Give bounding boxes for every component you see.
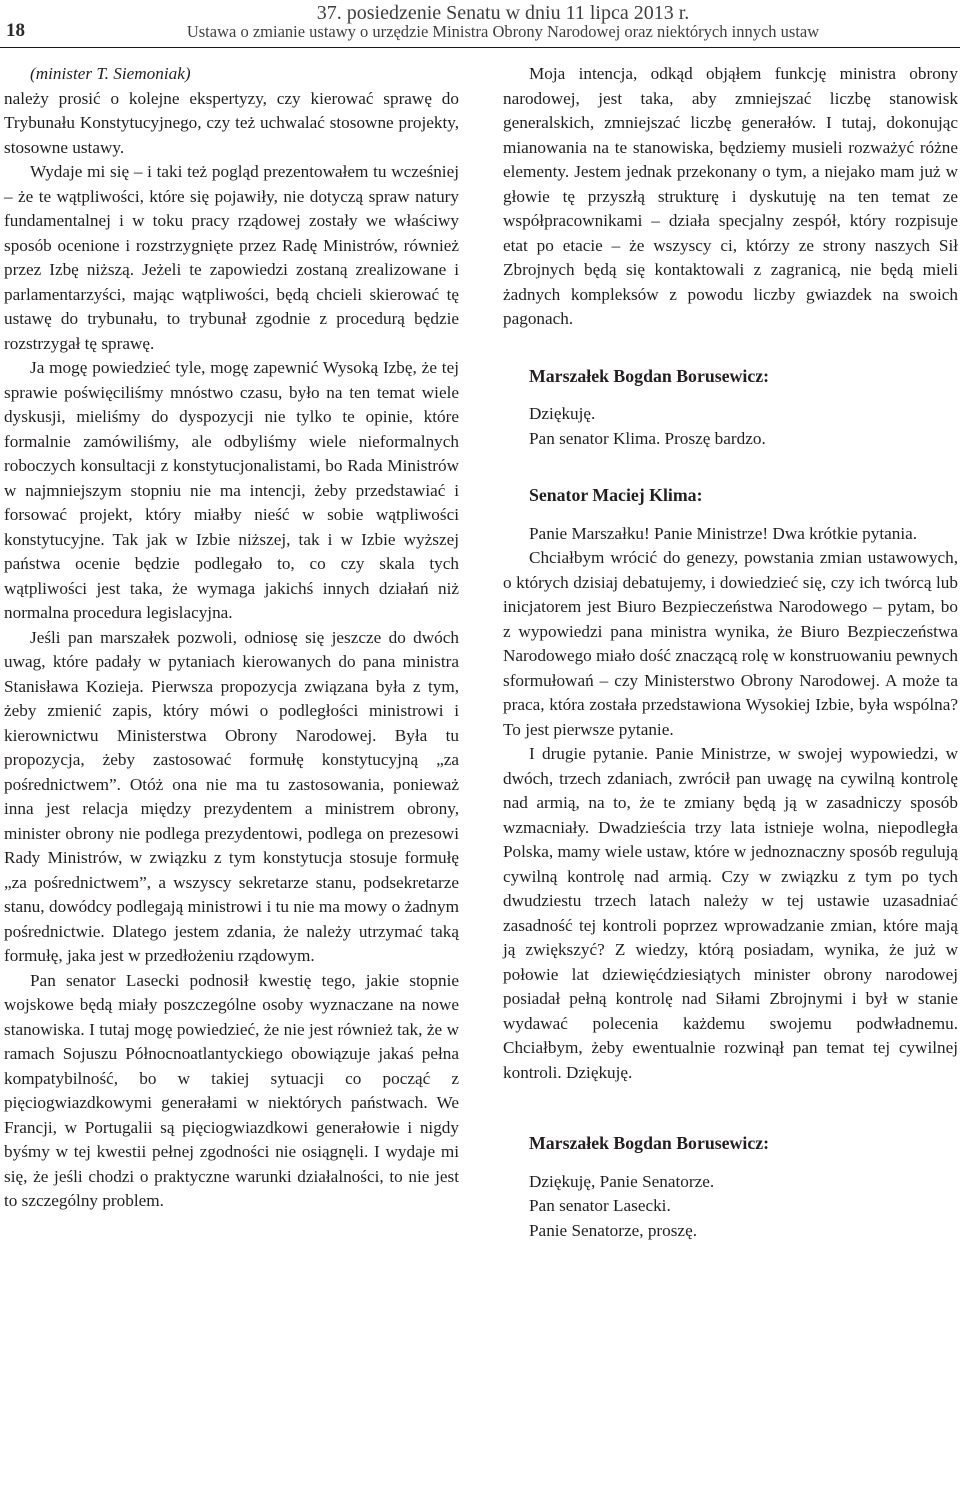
right-column (503, 62, 958, 1243)
session-title: 37. posiedzenie Senatu w dniu 11 lipca 2013 r. (316, 2, 690, 24)
paragraph: Wydaje mi się – i taki też pogląd prezentowałem tu wcześniej – że te wątpliwości, które się pojawiły, nie dotyczą spraw natury fundamentalnej i w toku pracy rządowej zostały we właściwy sposób ocenione i rozstrzygnięte przez Radę Ministrów, również przez Izbę niższą. Jeżeli te zapowiedzi zostaną zrealizowane i parlamentarzyści, mając wątpliwości, będą chcieli skierować tę ustawę do trybunału, to trybunał zgodnie z procedurą będzie rozstrzygał tę sprawę. (4, 162, 459, 353)
paragraph: Chciałbym wrócić do genezy, powstania zmian ustawowych, o których dzisiaj debatujemy, i dowiedzieć się, czy ich twórcą lub inicjatorem jest Biuro Bezpieczeństwa Narodowego – pytam, bo z wypowiedzi pana ministra wynika, że Biuro Bezpieczeństwa Narodowego miało dość znaczącą rolę w konstruowaniu pewnych sformułowań – czy Ministerstwo Obrony Narodowej. A może ta praca, która została przedstawiona Wysokiej Izbie, była wspólna? To jest pierwsze pytanie. (503, 548, 958, 739)
paragraph: Pan senator Lasecki podnosił kwestię tego, jakie stopnie wojskowe będą miały poszczególne osoby wyznaczane na nowe stanowiska. I tutaj mogę powiedzieć, że nie jest również tak, że w ramach Sojuszu Północnoatlantyckiego obowiązuje jakaś pełna kompatybilność, bo w takiej sytuacji co począć z pięciogwiazdkowymi generałami w niektórych państwach. We Francji, w Portugalii są pięciogwiazdkowi generałowie i nigdy byśmy w tej kwestii pełnej zgodności nie osiągnęli. I wydaje mi się, że jeśli chodzi o praktyczne warunki działalności, to nie jest to szczególny problem. (4, 970, 459, 1210)
paragraph: Ja mogę powiedzieć tyle, mogę zapewnić Wysoką Izbę, że tej sprawie poświęciliśmy mnóstwo czasu, było na ten temat wiele dyskusji, mieliśmy do dyspozycji nie tylko te opinie, które formalnie zamówiliśmy, ale odbyliśmy wiele nieformalnych roboczych konsultacji z konstytucjonalistami, bo Rada Ministrów w najmniejszym stopniu nie ma intencji, żeby przedstawiać i forsować projekt, który miałby nieść w sobie wątpliwości konstytucyjne. Tak jak w Izbie niższej, tak i w Izbie wyższej państwa ocenie będzie podlegało to, co czy skala tych wątpliwości jest taka, że wymaga jakichś innych działań niż normalna procedura legislacyjna. (4, 358, 459, 622)
header-divider (0, 47, 960, 48)
paragraph: I drugie pytanie. Panie Ministrze, w swojej wypowiedzi, w dwóch, trzech zdaniach, zwrócił pan uwagę na cywilną kontrolę nad armią, na to, że te zmiany będą ją w zasadniczy sposób wzmacniały. Dwadzieścia trzy lata istnieje wolna, niepodległa Polska, mamy wiele ustaw, które w jednoznaczny sposób regulują cywilną kontrolę nad armią. Czy w związku z tym po tych dwudziestu trzech latach należy w tej ustawie uzasadniać zasadność tej kontroli poprzez wprowadzanie zmian, które mają ją zwiększyć? Z wiedzy, którą posiadam, wynika, że już w połowie lat dziewięćdziesiątych minister obrony narodowej posiadał pełną kontrolę nad Siłami Zbrojnymi i był w stanie wydawać polecenia każdemu swojemu podwładnemu. Chciałbym, żeby ewentualnie rozwinął pan temat tej cywilnej kontroli. Dziękuję. (503, 744, 958, 1082)
speech-line: Dziękuję. (529, 404, 596, 423)
speech-line: Panie Senatorze, proszę. (529, 1220, 697, 1240)
page-number: 18 (6, 20, 25, 41)
speaker-heading: Senator Maciej Klima: (529, 485, 703, 505)
speech-line: Pan senator Klima. Proszę bardzo. (529, 428, 766, 448)
page-header (0, 0, 960, 56)
speaker-heading: Marszałek Bogdan Borusewicz: (529, 1133, 770, 1153)
paragraph: Panie Marszałku! Panie Ministrze! Dwa krótkie pytania. (529, 523, 918, 543)
act-title: Ustawa o zmianie ustawy o urzędzie Ministra Obrony Narodowej oraz niektórych innych ustaw (186, 22, 820, 41)
speaker-heading: Marszałek Bogdan Borusewicz: (529, 365, 770, 386)
speech-line: Pan senator Lasecki. (529, 1196, 671, 1215)
paragraph: Moja intencja, odkąd objąłem funkcję ministra obrony narodowej, jest taka, aby zmniejszać liczbę stanowisk generalskich, zmniejszać liczbę generałów. I tutaj, dokonując mianowania na te stanowiska, będziemy musieli rozważyć różne elementy. Jestem jednak przekonany o tym, a niejako mam już w głowie tę przyszłą strukturę i dyskutuję na ten temat ze współpracownikami – działa specjalny zespół, który rozpisuje etat po etacie – że wszyscy ci, którzy ze strony naszych Sił Zbrojnych będą się kontaktowali z zagranicą, nie będą mieli żadnych kompleksów z powodu liczby gwiazdek na swoich pagonach. (503, 64, 958, 328)
paragraph: należy prosić o kolejne ekspertyzy, czy kierować sprawę do Trybunału Konstytucyjnego, czy też uchwalać stosowne projekty, stosowne ustawy. (4, 88, 459, 157)
speaker-tag: (minister T. Siemoniak) (30, 64, 191, 83)
paragraph: Jeśli pan marszałek pozwoli, odniosę się jeszcze do dwóch uwag, które padały w pytaniach kierowanych do pana ministra Stanisława Kozieja. Pierwsza propozycja związana była z tym, żeby zmienić zapis, który mówi o podległości ministrowi i kierownictwu Ministerstwa Obrony Narodowej. Była tu propozycja, żeby zastosować formułę konstytucyjną „za pośrednictwem”. Otóż ona nie ma tu zastosowania, ponieważ inna jest relacja między prezydentem a ministrem obrony, minister obrony nie podlega prezydentowi, podlega on prezesowi Rady Ministrów, w związku z tym konstytucja stosuje formułę „za pośrednictwem”, a wszyscy sekretarze stanu, podsekretarze stanu, dowódcy podlegają ministrowi i tu nie ma mowy o żadnym pośrednictwie. Dlatego jestem zdania, że należy utrzymać taką formułę, jaka jest w przedłożeniu rządowym. (4, 627, 459, 965)
speech-line: Dziękuję, Panie Senatorze. (529, 1171, 715, 1191)
left-column (4, 62, 459, 1214)
